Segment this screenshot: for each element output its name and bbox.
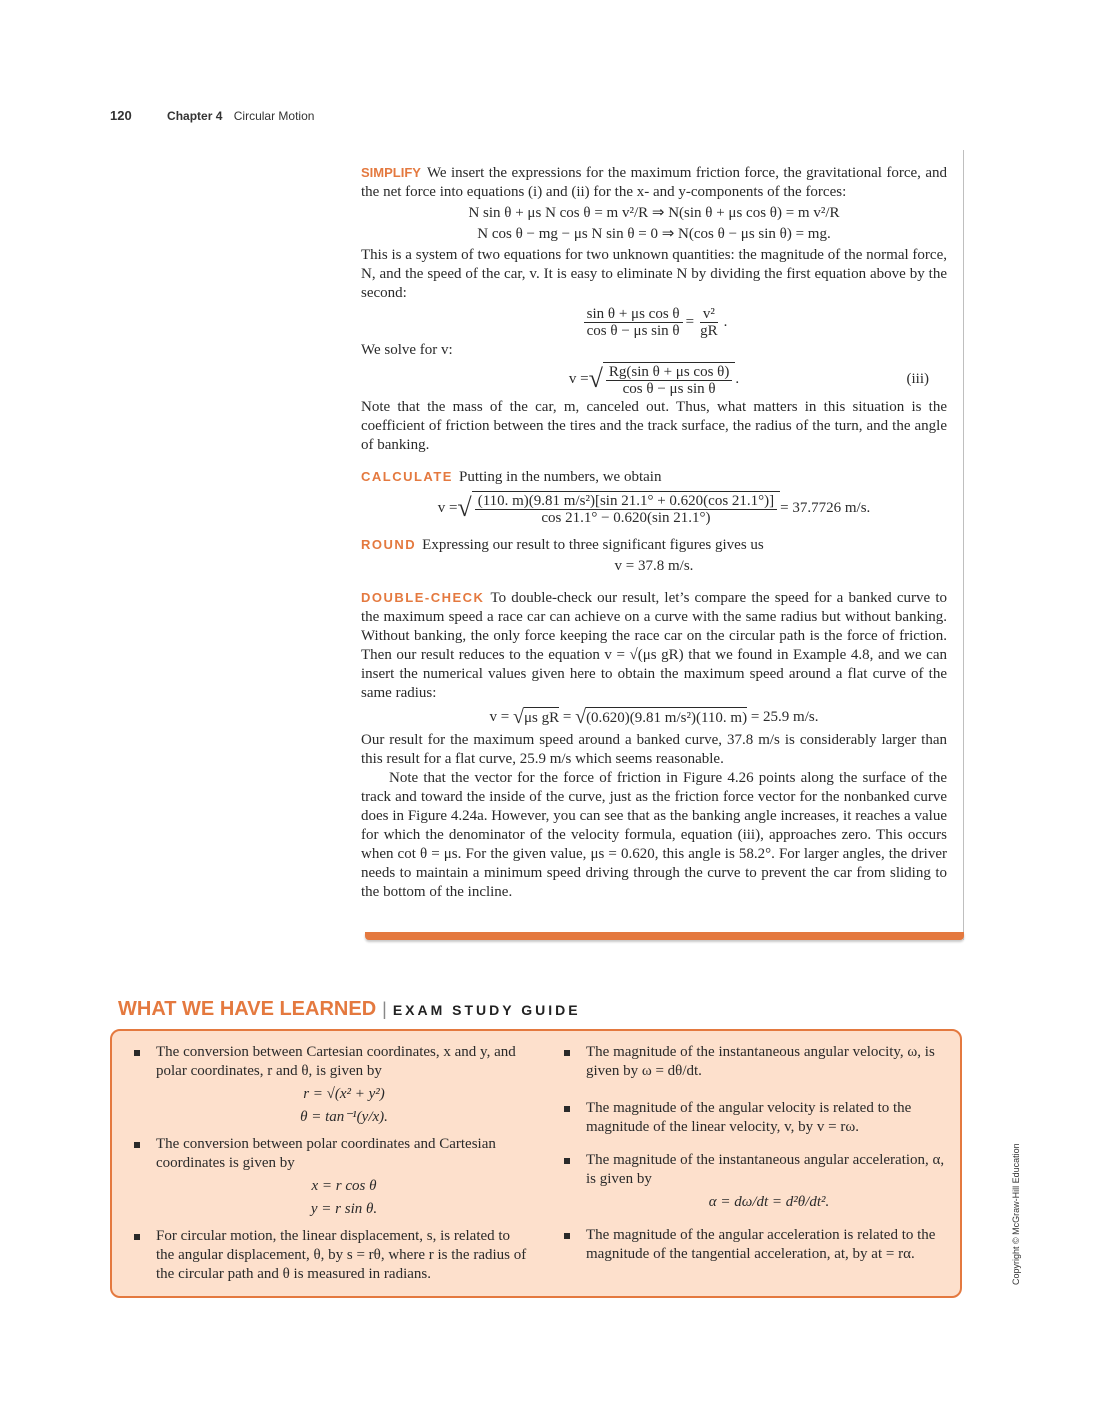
eq4-numerator: Rg(sin θ + μs cos θ) <box>606 364 732 381</box>
dc-result: = 25.9 m/s. <box>750 708 819 725</box>
dc-radicand-1: μs gR <box>524 707 559 728</box>
round-keyword: ROUND <box>361 537 417 552</box>
eq3-rhs-numerator: v² <box>700 306 718 323</box>
item-equation: y = r sin θ. <box>310 1201 378 1217</box>
bullet-icon <box>134 1142 140 1148</box>
example-solution-box <box>361 150 964 940</box>
calc-lhs: v = <box>437 499 458 516</box>
study-guide-left-column <box>130 1043 532 1292</box>
item-equation: θ = tan⁻¹(y/x). <box>300 1109 388 1125</box>
bullet-icon <box>564 1050 570 1056</box>
solve-for-text: We solve for v: <box>361 342 453 358</box>
dc-radicand-2: (0.620)(9.81 m/s²)(110. m) <box>586 707 747 728</box>
double-check-paragraph <box>361 588 947 703</box>
double-check-text: To double-check our result, let’s compare the speed for a banked curve to the maximum speed a race car can achieve on a curve with the same radius but without banking. Without banking, the only force keeping the race car on the circular path is the force of friction. Then our result reduces to the equation v = √(μs gR) that we found in Example 4.8, and we can insert the numerical values given here to obtain the maximum speed around a flat curve of the same radius: <box>361 590 947 701</box>
item-equation: r = √(x² + y²) <box>303 1086 385 1102</box>
equation-1: N sin θ + μs N cos θ = m v²/R ⇒ N(sin θ + μs cos θ) = m v²/R <box>468 205 840 221</box>
bullet-icon <box>134 1050 140 1056</box>
equation-2: N cos θ − mg − μs N sin θ = 0 ⇒ N(cos θ − μs sin θ) = mg. <box>477 226 831 242</box>
list-item <box>560 1043 952 1081</box>
list-item <box>560 1151 952 1212</box>
chapter-label: Chapter 4 <box>167 109 223 123</box>
item-text: The magnitude of the instantaneous angular velocity, ω, is given by ω = dθ/dt. <box>586 1044 935 1079</box>
eq4-denominator: cos θ − μs sin θ <box>622 380 716 397</box>
eq3-rhs-denominator: gR <box>700 322 718 339</box>
example-bottom-bar <box>365 932 964 940</box>
calculate-text: Putting in the numbers, we obtain <box>458 469 662 485</box>
bullet-icon <box>564 1233 570 1239</box>
learned-subtitle: EXAM STUDY GUIDE <box>392 1002 581 1018</box>
list-item <box>560 1226 952 1264</box>
list-item <box>130 1227 532 1284</box>
item-text: The conversion between Cartesian coordinates, x and y, and polar coordinates, r and θ, is given by <box>156 1044 516 1079</box>
double-check-keyword: DOUBLE-CHECK <box>361 590 485 605</box>
calc-result: = 37.7726 m/s. <box>780 499 871 516</box>
list-item <box>130 1043 532 1127</box>
copyright-notice: Copyright © McGraw-Hill Education <box>1011 1143 1021 1285</box>
double-check-paragraph-2: Our result for the maximum speed around a banked curve, 37.8 m/s is considerably larger than this result for a flat curve, 25.9 m/s which seems reasonable. <box>361 732 947 767</box>
eq4-lhs: v = <box>568 370 589 387</box>
calculate-keyword: CALCULATE <box>361 469 453 484</box>
calc-denominator: cos 21.1° − 0.620(sin 21.1°) <box>541 509 711 526</box>
round-paragraph <box>361 535 947 555</box>
learned-heading <box>118 998 581 1021</box>
item-equation: α = dω/dt = d²θ/dt². <box>708 1194 830 1210</box>
calc-numerator: (110. m)(9.81 m/s²)[sin 21.1° + 0.620(cos 21.1°)] <box>475 493 777 510</box>
round-equation: v = 37.8 m/s. <box>614 558 694 574</box>
page-header <box>110 108 314 123</box>
equation-4: v = √ $\frac{\text{Rg(sin θ + μs cos θ)}}{\text{cos θ − μs sin θ}}$ . (iii) <box>568 363 929 397</box>
list-item <box>130 1135 532 1219</box>
equation-3: $\frac{\text{sin θ + μs cos θ}}{\text{cos θ − μs sin θ}}$ = $\frac{\text{v²}}{gR}$ . <box>361 303 947 341</box>
study-guide-box <box>110 1029 962 1298</box>
item-text: The magnitude of the angular velocity is related to the magnitude of the linear velocity, v, by v = rω. <box>586 1100 912 1135</box>
round-text: Expressing our result to three significant figures gives us <box>422 537 764 553</box>
bullet-icon <box>564 1106 570 1112</box>
study-guide-right-column <box>560 1043 952 1272</box>
learned-title: WHAT WE HAVE LEARNED <box>118 998 377 1020</box>
double-check-equation: v = √ μs gR = √ (0.620)(9.81 m/s²)(110. m) = 25.9 m/s. <box>489 706 819 728</box>
list-item <box>560 1099 952 1137</box>
bullet-icon <box>564 1158 570 1164</box>
item-text: The conversion between polar coordinates and Cartesian coordinates is given by <box>156 1136 496 1171</box>
item-text: For circular motion, the linear displacement, s, is related to the angular displacement, θ, by s = rθ, where r is the radius of the circular path and θ is measured in radians. <box>156 1228 527 1282</box>
bullet-icon <box>134 1234 140 1240</box>
simplify-keyword: SIMPLIFY <box>361 165 421 180</box>
item-text: The magnitude of the angular acceleration is related to the magnitude of the tangential acceleration, at, by at = rα. <box>586 1227 936 1262</box>
dc-lhs: v = <box>489 708 510 725</box>
simplify-text: We insert the expressions for the maximum friction force, the gravitational force, and the net force into equations (i) and (ii) for the x- and y-components of the forces: <box>361 165 947 200</box>
item-equation: x = r cos θ <box>311 1178 377 1194</box>
simplify-paragraph-2: This is a system of two equations for two unknown quantities: the magnitude of the normal force, N, and the speed of the car, v. It is easy to eliminate N by dividing the first equation above by the second: <box>361 247 947 301</box>
eq3-denominator: cos θ − μs sin θ <box>586 322 680 339</box>
eq3-numerator: sin θ + μs cos θ <box>584 306 683 323</box>
calculate-equation: v = √ $\frac{\text{(110. m)(9.81 m/s²)[sin 21.1° + 0.620(cos 21.1°)]}}{\cos 21.1^\circ - 0.620(\sin 21.1^\circ)}$ = 37.7726 m/s. <box>437 492 871 526</box>
equation-label-iii: (iii) <box>906 370 929 387</box>
page-number: 120 <box>110 108 132 123</box>
double-check-paragraph-3: Note that the vector for the force of friction in Figure 4.26 points along the surface of the track and toward the inside of the curve, just as the friction force vector for the nonbanked curve does in Figure 4.24a. However, you can see that as the banking angle increases, it reaches a value for which the denominator of the velocity formula, equation (iii), approaches zero. This occurs when cot θ = μs. For the given value, μs = 0.620, this angle is 58.2°. For larger angles, the driver needs to maintain a minimum speed driving through the curve to prevent the car from sliding to the bottom of the incline. <box>361 770 947 900</box>
calculate-paragraph <box>361 467 947 487</box>
learned-separator: | <box>382 999 387 1019</box>
chapter-title: Circular Motion <box>233 109 315 123</box>
item-text: The magnitude of the instantaneous angular acceleration, α, is given by <box>586 1152 945 1187</box>
simplify-paragraph-3: Note that the mass of the car, m, canceled out. Thus, what matters in this situation is the coefficient of friction between the tires and the track surface, the radius of the turn, and the angle of banking. <box>361 399 947 453</box>
dc-equals: = <box>562 708 572 725</box>
simplify-paragraph <box>361 163 947 202</box>
